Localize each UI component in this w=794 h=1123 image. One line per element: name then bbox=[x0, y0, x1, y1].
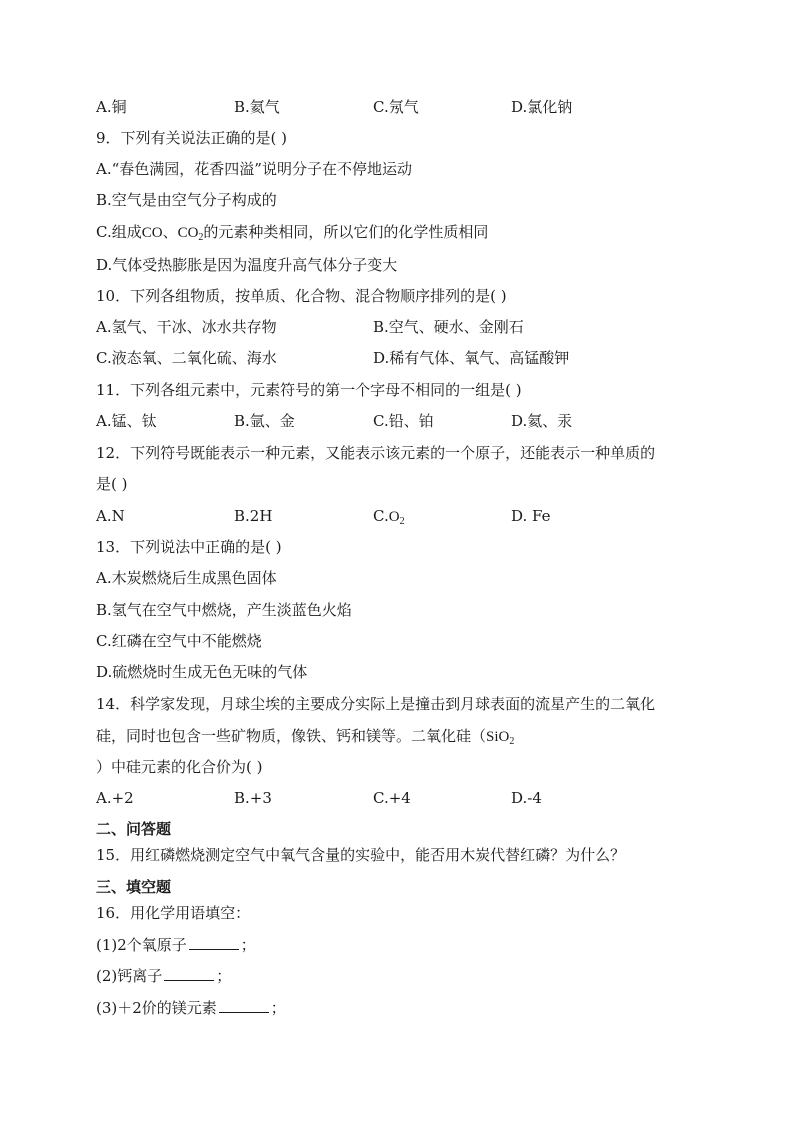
q14-stem-line2-text: 硅，同时也包含一些矿物质，像铁、钙和镁等。二氧化硅（ bbox=[96, 727, 487, 745]
q13-stem: 13．下列说法中正确的是( ) bbox=[96, 538, 282, 556]
q10-option-c: C.液态氧、二氧化硫、海水 bbox=[96, 349, 277, 367]
q8-option-d: D.氯化钠 bbox=[511, 98, 573, 116]
q10-option-b: B.空气、硬水、金刚石 bbox=[373, 318, 524, 336]
q16-part1 bbox=[96, 935, 256, 955]
q16-stem: 16．用化学用语填空： bbox=[96, 904, 251, 922]
q11-option-a: A.锰、钛 bbox=[96, 412, 157, 430]
q14-option-a: A.+2 bbox=[96, 789, 134, 807]
q14-stem-line3: ）中硅元素的化合价为( ) bbox=[96, 758, 263, 776]
q12-stem-line1: 12．下列符号既能表示一种元素，又能表示该元素的一个原子，还能表示一种单质的 bbox=[96, 444, 656, 462]
q8-option-b: B.氦气 bbox=[234, 98, 280, 116]
q16-part3-end: ； bbox=[270, 999, 286, 1017]
q12-option-d: D. Fe bbox=[511, 507, 551, 525]
q12-option-c-label: C. bbox=[373, 507, 389, 525]
q10-option-d: D.稀有气体、氧气、高锰酸钾 bbox=[373, 349, 570, 367]
q14-option-b: B.+3 bbox=[234, 789, 272, 807]
q16-part2-label: (2)钙离子 bbox=[96, 967, 163, 985]
formula-co2-base: CO bbox=[177, 225, 199, 241]
q9-option-c-post: 的元素种类相同，所以它们的化学性质相同 bbox=[203, 223, 489, 241]
q9-stem: 9．下列有关说法正确的是( ) bbox=[96, 129, 288, 147]
answer-blank[interactable] bbox=[189, 935, 239, 950]
section-heading-qa: 二、问答题 bbox=[96, 820, 172, 838]
formula-co2-subscript: 2 bbox=[198, 232, 204, 243]
q14-option-c: C.+4 bbox=[373, 789, 411, 807]
q12-stem-line2: 是( ) bbox=[96, 475, 128, 493]
q11-option-c: C.铅、铂 bbox=[373, 412, 434, 430]
q16-part3 bbox=[96, 998, 286, 1018]
q9-option-a: A.“春色满园，花香四溢”说明分子在不停地运动 bbox=[96, 160, 412, 178]
q14-stem-line2 bbox=[96, 726, 514, 747]
q11-stem: 11．下列各组元素中，元素符号的第一个字母不相同的一组是( ) bbox=[96, 381, 522, 399]
formula-sio2-base: SiO bbox=[486, 729, 510, 745]
formula-o2-subscript: 2 bbox=[399, 516, 405, 527]
q13-option-d: D.硫燃烧时生成无色无味的气体 bbox=[96, 663, 308, 681]
formula-co: CO bbox=[141, 225, 163, 241]
formula-co2 bbox=[178, 225, 204, 241]
q16-part1-label: (1)2个氧原子 bbox=[96, 936, 187, 954]
q13-option-a: A.木炭燃烧后生成黑色固体 bbox=[96, 569, 277, 587]
q8-option-a: A.铜 bbox=[96, 98, 127, 116]
q9-option-b: B.空气是由空气分子构成的 bbox=[96, 191, 277, 209]
q9-option-c-sep: 、 bbox=[162, 223, 178, 241]
q9-option-c-pre: C.组成 bbox=[96, 223, 142, 241]
q16-part1-end: ； bbox=[240, 936, 256, 954]
q11-option-b: B.氩、金 bbox=[234, 412, 295, 430]
q12-option-a: A.N bbox=[96, 507, 125, 525]
formula-o2 bbox=[389, 509, 405, 525]
answer-blank[interactable] bbox=[219, 998, 269, 1013]
q14-stem-line1: 14．科学家发现，月球尘埃的主要成分实际上是撞击到月球表面的流星产生的二氧化 bbox=[96, 695, 656, 713]
q15-stem: 15．用红磷燃烧测定空气中氧气含量的实验中，能否用木炭代替红磷？为什么？ bbox=[96, 846, 626, 864]
q12-option-c bbox=[373, 506, 405, 527]
q14-option-d: D.-4 bbox=[511, 789, 542, 807]
q10-option-a: A.氢气、干冰、冰水共存物 bbox=[96, 318, 277, 336]
q16-part2 bbox=[96, 966, 231, 986]
section-heading-fill-blank: 三、填空题 bbox=[96, 878, 172, 896]
q9-option-c bbox=[96, 222, 488, 243]
formula-sio2 bbox=[486, 729, 514, 745]
q16-part2-end: ； bbox=[216, 967, 232, 985]
answer-blank[interactable] bbox=[164, 966, 214, 981]
formula-sio2-subscript: 2 bbox=[509, 736, 515, 747]
q13-option-b: B.氢气在空气中燃烧，产生淡蓝色火焰 bbox=[96, 601, 352, 619]
q10-stem: 10．下列各组物质，按单质、化合物、混合物顺序排列的是( ) bbox=[96, 287, 507, 305]
q13-option-c: C.红磷在空气中不能燃烧 bbox=[96, 632, 262, 650]
q16-part3-label: (3)＋2价的镁元素 bbox=[96, 999, 217, 1017]
q12-option-b: B.2H bbox=[234, 507, 273, 525]
formula-o2-base: O bbox=[388, 509, 400, 525]
q8-option-c: C.氖气 bbox=[373, 98, 419, 116]
q11-option-d: D.氦、汞 bbox=[511, 412, 573, 430]
q9-option-d: D.气体受热膨胀是因为温度升高气体分子变大 bbox=[96, 256, 398, 274]
